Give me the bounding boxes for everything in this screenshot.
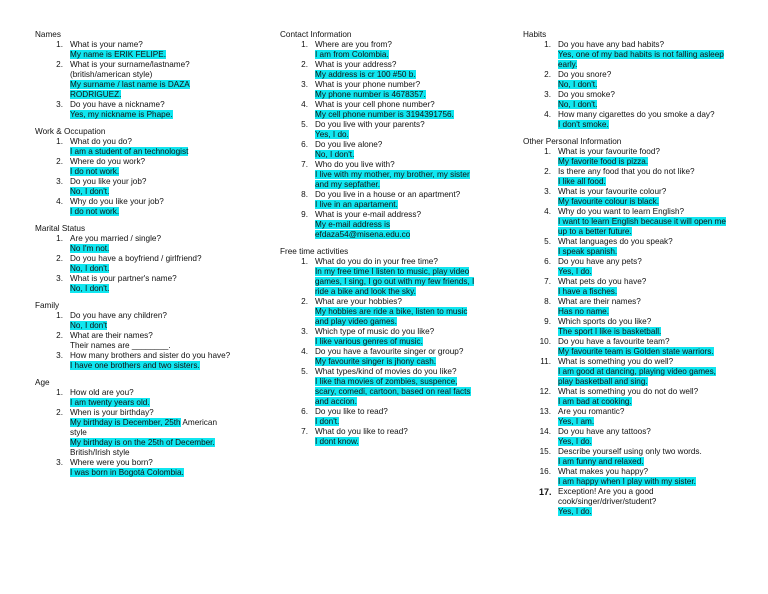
answer-line (558, 367, 728, 387)
answer-line (70, 418, 235, 438)
item-number: 5. (544, 237, 551, 246)
section-contact-information (280, 30, 480, 240)
item-number: 9. (544, 317, 551, 326)
question-text: Describe yourself using only two words. (558, 447, 702, 456)
question-item (35, 458, 235, 478)
question-item (35, 388, 235, 408)
item-number: 2. (56, 157, 63, 166)
item-number: 5. (301, 120, 308, 129)
item-number: 8. (301, 190, 308, 199)
question-list (35, 137, 235, 217)
answer-line (558, 307, 728, 317)
item-number: 3. (56, 100, 63, 109)
answer-line (558, 507, 728, 517)
question-text: What is your favourite colour? (558, 187, 667, 196)
question-text: Do you live in a house or an apartment? (315, 190, 461, 199)
question-item (35, 137, 235, 157)
answer-text: I like tha movies of zombies, suspence, scary, comedi, cartoon, based on real facts and accion. (315, 377, 471, 406)
item-number: 3. (301, 327, 308, 336)
question-text: What is your surname/lastname? (british/american style) (70, 60, 190, 79)
question-text: Do you have a favourite team? (558, 337, 670, 346)
question-text: What are your hobbies? (315, 297, 402, 306)
answer-line (70, 50, 235, 60)
answer-text: No, I don't. (315, 150, 355, 159)
question-text: Do you have a nickname? (70, 100, 165, 109)
answer-line (70, 264, 235, 274)
answer-line (70, 244, 235, 254)
item-number: 1. (544, 147, 551, 156)
question-list (280, 40, 480, 240)
answer-text: I like various genres of music. (315, 337, 423, 346)
answer-line (315, 110, 480, 120)
question-text: What pets do you have? (558, 277, 647, 286)
question-item (35, 100, 235, 120)
section-title: Names (35, 30, 61, 39)
answer-line (558, 50, 728, 70)
question-text: How many brothers and sister do you have? (70, 351, 231, 360)
item-number: 8. (544, 297, 551, 306)
section-title: Marital Status (35, 224, 86, 233)
answer-text: I am twenty years old. (70, 398, 150, 407)
answer-text: Yes, my nickname is Phape. (70, 110, 173, 119)
question-item (523, 427, 728, 447)
answer-line (315, 200, 480, 210)
question-item (523, 337, 728, 357)
style-note-alt: British/Irish style (70, 448, 130, 457)
question-text: What types/kind of movies do you like? (315, 367, 457, 376)
section-age (35, 378, 235, 478)
answer-text: I like all food. (558, 177, 606, 186)
question-text: What is something you do not do well? (558, 387, 699, 396)
question-text: What is your favourite food? (558, 147, 660, 156)
answer-text: The sport I like is basketball. (558, 327, 662, 336)
answer-line (315, 357, 480, 367)
answer-line (558, 80, 728, 90)
question-text: Do you have any pets? (558, 257, 642, 266)
item-number: 7. (544, 277, 551, 286)
question-text: Who do you live with? (315, 160, 395, 169)
question-text: Do you live with your parents? (315, 120, 425, 129)
question-item (523, 467, 728, 487)
question-text: Do you like your job? (70, 177, 147, 186)
answer-text: In my free time I listen to music, play video games, I sing, I go out with my few friends, I ride a bike and look the sky. (315, 267, 475, 296)
answer-line (315, 267, 480, 297)
question-text: Why do you want to learn English? (558, 207, 685, 216)
answer-text: I am from Colombia. (315, 50, 389, 59)
question-text: What is something you do well? (558, 357, 674, 366)
answer-text: My e-mail address is efdaza54@misena.edu.co (315, 220, 411, 239)
column-left (35, 30, 235, 485)
item-number: 1. (301, 40, 308, 49)
answer-line (70, 468, 235, 478)
question-text: Where are you from? (315, 40, 392, 49)
answer-text: I have a fisches. (558, 287, 618, 296)
answer-text: No, I don't. (70, 187, 110, 196)
question-item (280, 297, 480, 327)
answer-text: No, I don't. (558, 80, 598, 89)
section-habits (523, 30, 728, 130)
column-right (523, 30, 728, 524)
question-item (35, 408, 235, 458)
answer-text: My surname / last name is DAZA RODRIGUEZ. (70, 80, 190, 99)
question-item (523, 447, 728, 467)
answer-line (315, 220, 480, 240)
item-number: 2. (301, 297, 308, 306)
question-item (280, 347, 480, 367)
answer-text: I am bad at cooking. (558, 397, 632, 406)
section-work-occupation (35, 127, 235, 217)
section-title: Family (35, 301, 60, 310)
item-number: 5. (301, 367, 308, 376)
section-title: Other Personal Information (523, 137, 622, 146)
item-number: 1. (301, 257, 308, 266)
item-number: 3. (301, 80, 308, 89)
item-number: 1. (56, 311, 63, 320)
question-text: Do you like to read? (315, 407, 388, 416)
section-title: Age (35, 378, 50, 387)
question-list (35, 40, 235, 120)
answer-line (315, 377, 480, 407)
item-number: 2. (56, 254, 63, 263)
item-number: 6. (301, 407, 308, 416)
answer-line (70, 167, 235, 177)
item-number: 1. (56, 388, 63, 397)
question-text: What is your phone number? (315, 80, 421, 89)
answer-line (315, 90, 480, 100)
answer-line (315, 307, 480, 327)
question-item (280, 120, 480, 140)
question-text: Do you smoke? (558, 90, 615, 99)
item-number: 3. (56, 177, 63, 186)
question-item (523, 357, 728, 387)
item-number: 6. (544, 257, 551, 266)
answer-line (558, 437, 728, 447)
style-note: American style (70, 418, 217, 437)
question-item (280, 80, 480, 100)
item-number: 2. (544, 167, 551, 176)
section-free-time-activities (280, 247, 480, 447)
question-item (523, 297, 728, 317)
question-item (280, 327, 480, 347)
answer-text: I am a student of an technologist (70, 147, 189, 156)
column-middle (280, 30, 480, 454)
question-item (523, 167, 728, 187)
answer-line (315, 170, 480, 190)
item-number: 2. (56, 60, 63, 69)
answer-text: I live with my mother, my brother, my sister and my sepfather. (315, 170, 470, 189)
question-text: How old are you? (70, 388, 134, 397)
item-number: 7. (301, 427, 308, 436)
item-number: 3. (544, 90, 551, 99)
answer-text: I don't smoke. (558, 120, 609, 129)
question-list (35, 311, 235, 371)
answer-text: I am funny and relaxed. (558, 457, 644, 466)
question-text: What is your partner's name? (70, 274, 177, 283)
answer-line (558, 457, 728, 467)
answer-text: I am good at dancing, playing video games, play basketball and sing. (558, 367, 716, 386)
question-item (280, 60, 480, 80)
answer-text: Yes, I do. (315, 130, 349, 139)
item-number: 4. (544, 207, 551, 216)
question-item (280, 190, 480, 210)
item-number: 1. (56, 40, 63, 49)
answer-line-alt (70, 438, 235, 448)
item-number: 3. (56, 274, 63, 283)
item-number: 6. (301, 140, 308, 149)
item-number: 17. (539, 487, 552, 497)
answer-text: My favourite colour is black. (558, 197, 660, 206)
item-number: 11. (540, 357, 551, 366)
question-item (523, 257, 728, 277)
item-number: 15. (539, 447, 551, 456)
question-item (523, 407, 728, 427)
answer-line (70, 80, 235, 100)
answer-line (70, 187, 235, 197)
answer-text: No I'm not. (70, 244, 110, 253)
question-item (523, 70, 728, 90)
item-number: 1. (56, 234, 63, 243)
question-item (35, 254, 235, 274)
answer-line (315, 70, 480, 80)
answer-text: Yes, I am. (558, 417, 595, 426)
answer-text: I am happy when I play with my sister. (558, 477, 696, 486)
answer-text: My favorite food is pizza. (558, 157, 649, 166)
item-number: 10. (539, 337, 551, 346)
answer-text: I want to learn English because it will open me up to a better future. (558, 217, 726, 236)
question-text: What makes you happy? (558, 467, 649, 476)
answer-line (558, 287, 728, 297)
item-number: 2. (56, 408, 63, 417)
answer-line (558, 327, 728, 337)
answer-text: I live in an apartament. (315, 200, 398, 209)
question-text: Are you married / single? (70, 234, 162, 243)
item-number: 2. (301, 60, 308, 69)
question-item (35, 197, 235, 217)
question-item (523, 277, 728, 297)
question-text: What is your address? (315, 60, 397, 69)
question-item (523, 317, 728, 337)
item-number: 1. (544, 40, 551, 49)
section-title: Habits (523, 30, 547, 39)
question-text: What is your cell phone number? (315, 100, 435, 109)
answer-text: I speak spanish. (558, 247, 618, 256)
answer-text: My favourite singer is jhony cash. (315, 357, 437, 366)
item-number: 13. (539, 407, 551, 416)
question-list (35, 234, 235, 294)
answer-line (315, 150, 480, 160)
question-text: Do you have any children? (70, 311, 167, 320)
question-text: Where were you born? (70, 458, 153, 467)
answer-text: No, I don't (70, 321, 108, 330)
answer-line (315, 337, 480, 347)
item-number: 14. (539, 427, 551, 436)
section-title: Work & Occupation (35, 127, 106, 136)
question-item (35, 157, 235, 177)
answer-text: My hobbies are ride a bike, listen to music and play video games. (315, 307, 468, 326)
answer-text: I dont know. (315, 437, 359, 446)
answer-line (558, 397, 728, 407)
question-text: What do you like to read? (315, 427, 408, 436)
question-text: Do you live alone? (315, 140, 383, 149)
answer-line (558, 120, 728, 130)
question-text: What is your name? (70, 40, 143, 49)
question-item (35, 351, 235, 371)
question-text: How many cigarettes do you smoke a day? (558, 110, 715, 119)
answer-line (315, 50, 480, 60)
question-text: What are their names? (70, 331, 153, 340)
item-number: 12. (539, 387, 551, 396)
question-text: Do you have any tattoos? (558, 427, 651, 436)
item-number: 7. (301, 160, 308, 169)
item-number: 3. (56, 351, 63, 360)
question-item (523, 147, 728, 167)
question-text: Where do you work? (70, 157, 146, 166)
section-other-personal-information (523, 137, 728, 517)
question-list (523, 147, 728, 517)
answer-line (315, 417, 480, 427)
question-text: What do you do in your free time? (315, 257, 438, 266)
question-item (280, 140, 480, 160)
question-item (280, 257, 480, 297)
section-family (35, 301, 235, 371)
answer-line (558, 247, 728, 257)
answer-text: No, I don't. (70, 284, 110, 293)
answer-text: My phone number is 4678357. (315, 90, 426, 99)
question-item (523, 40, 728, 70)
answer-line (70, 110, 235, 120)
question-item (35, 177, 235, 197)
question-text: Which type of music do you like? (315, 327, 435, 336)
answer-line (70, 147, 235, 157)
item-number: 16. (539, 467, 551, 476)
item-number: 4. (56, 197, 63, 206)
question-item (523, 207, 728, 237)
answer-line (558, 417, 728, 427)
question-text: What do you do? (70, 137, 132, 146)
answer-text: I do not work. (70, 167, 120, 176)
answer-text: Yes, one of my bad habits is not falling asleep early. (558, 50, 724, 69)
question-text: What are their names? (558, 297, 641, 306)
question-list (523, 40, 728, 130)
question-item (35, 60, 235, 100)
question-text: Why do you like your job? (70, 197, 164, 206)
answer-line (558, 197, 728, 207)
question-text: When is your birthday? (70, 408, 154, 417)
question-item (35, 311, 235, 331)
question-item (35, 40, 235, 60)
question-item (523, 110, 728, 130)
answer-line (315, 130, 480, 140)
question-item (280, 367, 480, 407)
question-item (35, 331, 235, 351)
fill-in-line: Their names are ________. (70, 341, 171, 350)
item-number: 9. (301, 210, 308, 219)
question-text: Exception! Are you a good cook/singer/driver/student? (558, 487, 657, 506)
answer-line (558, 477, 728, 487)
answer-line (558, 157, 728, 167)
question-item (280, 427, 480, 447)
question-item (280, 407, 480, 427)
question-item (280, 100, 480, 120)
section-marital-status (35, 224, 235, 294)
question-item (35, 234, 235, 254)
question-item (523, 237, 728, 257)
answer-text: Yes, I do. (558, 267, 592, 276)
answer-text: I have one brothers and two sisters. (70, 361, 200, 370)
question-list (280, 257, 480, 447)
answer-text: I do not work. (70, 207, 120, 216)
section-title: Free time activities (280, 247, 349, 256)
question-text: What is your e-mail address? (315, 210, 422, 219)
answer-text-alt: My birthday is on the 25th of December. (70, 438, 215, 447)
question-text: What languages do you speak? (558, 237, 673, 246)
answer-text: Yes, I do. (558, 507, 592, 516)
answer-text: My name is ERIK FELIPE. (70, 50, 167, 59)
item-number: 2. (544, 70, 551, 79)
item-number: 2. (56, 331, 63, 340)
question-item (280, 160, 480, 190)
answer-line (70, 321, 235, 331)
question-item (280, 40, 480, 60)
question-item (523, 90, 728, 110)
answer-text: No, I don't. (558, 100, 598, 109)
answer-text: I was born in Bogotá Colombia. (70, 468, 184, 477)
item-number: 4. (301, 100, 308, 109)
answer-line (70, 284, 235, 294)
item-number: 4. (301, 347, 308, 356)
question-text: Do you have any bad habits? (558, 40, 665, 49)
question-item (35, 274, 235, 294)
question-text: Which sports do you like? (558, 317, 652, 326)
question-item (523, 487, 728, 517)
item-number: 4. (544, 110, 551, 119)
item-number: 3. (56, 458, 63, 467)
answer-line (315, 437, 480, 447)
answer-text: Has no name. (558, 307, 609, 316)
answer-text: My address is cr 100 #50 b. (315, 70, 416, 79)
answer-text: I don't. (315, 417, 340, 426)
answer-line (558, 267, 728, 277)
question-text: Do you have a boyfriend / girlfriend? (70, 254, 202, 263)
answer-line (558, 217, 728, 237)
item-number: 3. (544, 187, 551, 196)
answer-line (70, 398, 235, 408)
question-text: Do you snore? (558, 70, 612, 79)
answer-line (558, 100, 728, 110)
section-title: Contact Information (280, 30, 352, 39)
answer-text: Yes, I do. (558, 437, 592, 446)
question-item (280, 210, 480, 240)
answer-line (70, 207, 235, 217)
answer-line (558, 177, 728, 187)
question-text: Do you have a favourite singer or group? (315, 347, 464, 356)
item-number: 1. (56, 137, 63, 146)
question-item (523, 387, 728, 407)
answer-text: My cell phone number is 3194391756. (315, 110, 454, 119)
answer-line (70, 361, 235, 371)
answer-line (558, 347, 728, 357)
question-item (523, 187, 728, 207)
question-text: Is there any food that you do not like? (558, 167, 695, 176)
answer-text: My birthday is December, 25th (70, 418, 181, 427)
question-text: Are you romantic? (558, 407, 625, 416)
section-names (35, 30, 235, 120)
answer-text: No, I don't. (70, 264, 110, 273)
question-list (35, 388, 235, 478)
answer-text: My favourite team is Golden state warriors. (558, 347, 714, 356)
